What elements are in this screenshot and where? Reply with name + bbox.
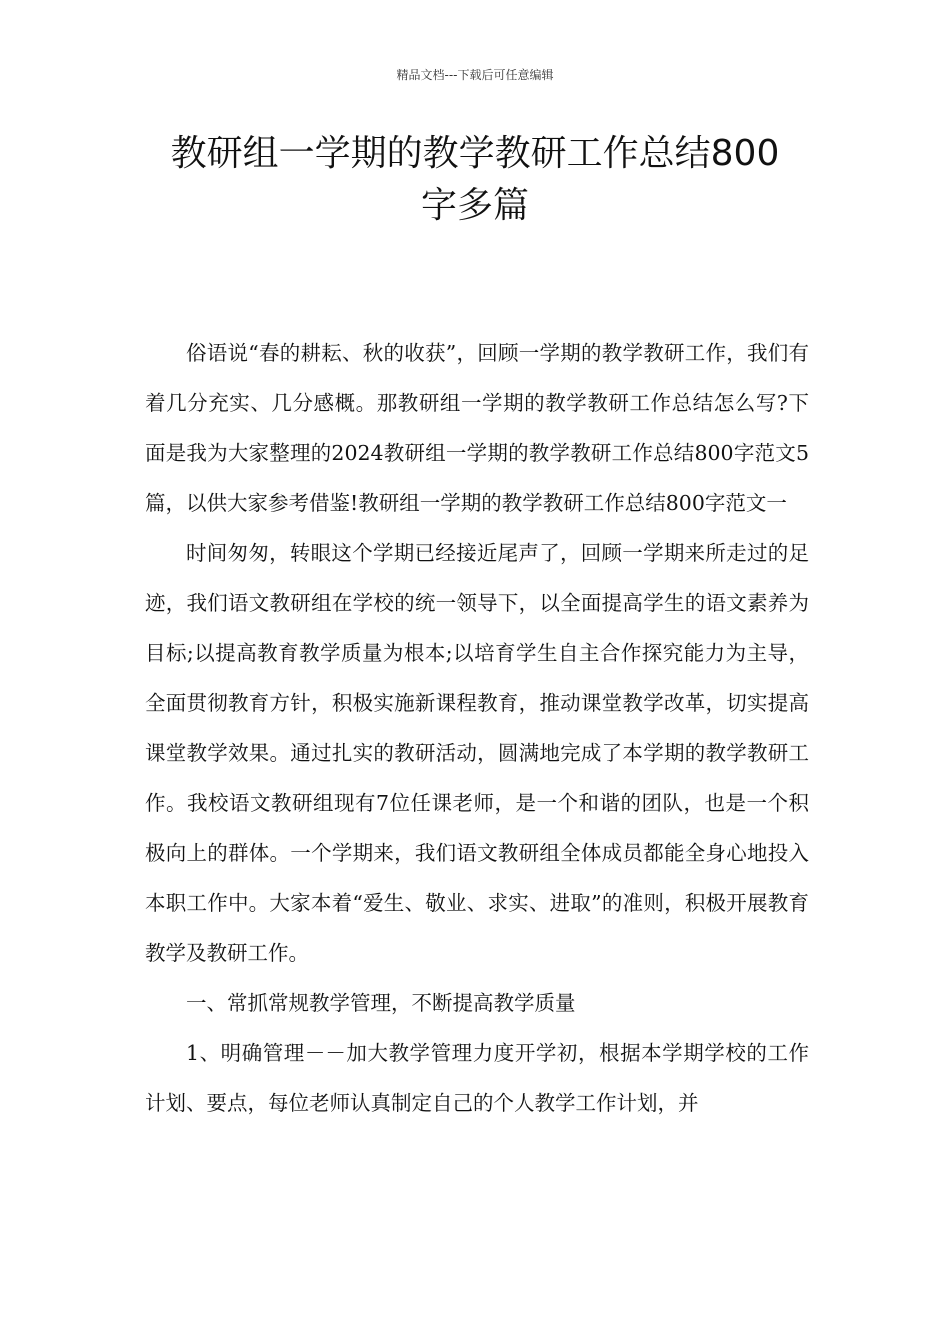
document-body <box>145 328 809 1128</box>
paragraph-intro: 俗语说“春的耕耘、秋的收获”，回顾一学期的教学教研工作，我们有着几分充实、几分感概。那教研组一学期的教学教研工作总结怎么写?下面是我为大家整理的2024教研组一学期的教学教研工作总结800字范文5篇，以供大家参考借鉴!教研组一学期的教学教研工作总结800字范文一 <box>145 341 809 515</box>
document-title <box>120 128 830 232</box>
section-heading: 一、常抓常规教学管理，不断提高教学质量 <box>186 991 576 1015</box>
paragraph-main: 时间匆匆，转眼这个学期已经接近尾声了，回顾一学期来所走过的足迹，我们语文教研组在学校的统一领导下，以全面提高学生的语文素养为目标;以提高教育教学质量为根本;以培育学生自主合作探究能力为主导，全面贯彻教育方针，积极实施新课程教育，推动课堂教学改革，切实提高课堂教学效果。通过扎实的教研活动，圆满地完成了本学期的教学教研工作。我校语文教研组现有7位任课老师，是一个和谐的团队，也是一个积极向上的群体。一个学期来，我们语文教研组全体成员都能全身心地投入本职工作中。大家本着“爱生、敬业、求实、进取”的准则，积极开展教育教学及教研工作。 <box>145 541 809 965</box>
paragraph-item-1: 1、明确管理－－加大教学管理力度开学初，根据本学期学校的工作计划、要点，每位老师认真制定自己的个人教学工作计划，并 <box>145 1041 809 1115</box>
header-note: 精品文档---下载后可任意编辑 <box>396 68 554 82</box>
title-line-1: 教研组一学期的教学教研工作总结800 <box>170 133 780 174</box>
title-line-2: 字多篇 <box>420 185 529 226</box>
